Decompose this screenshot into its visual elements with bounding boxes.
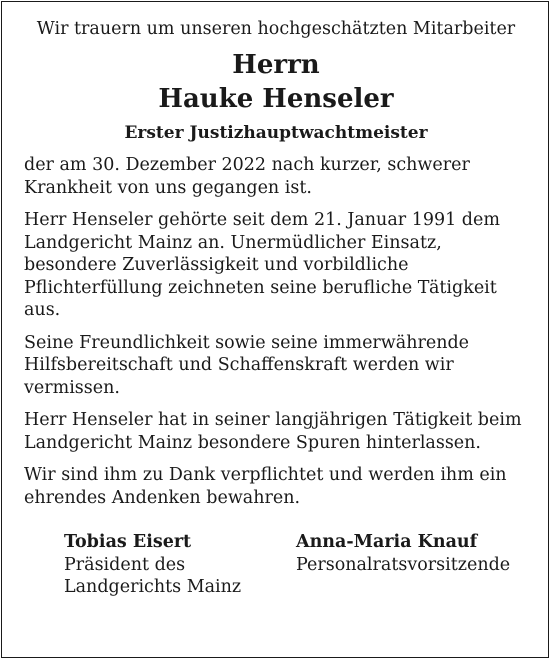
paragraph-5 (24, 464, 528, 509)
signatory-name: Anna-Maria Knauf (296, 532, 478, 552)
intro-line: Wir trauern um unseren hochgeschätzten Mitarbeiter (36, 19, 516, 39)
signatory-president (64, 531, 296, 599)
paragraph-1 (24, 154, 528, 199)
signatory-name: Tobias Eisert (64, 532, 192, 552)
paragraph-2 (24, 209, 528, 322)
paragraph-line: Landgericht Mainz besondere Spuren hinterlassen. (24, 432, 481, 453)
paragraph-3 (24, 332, 528, 400)
paragraph-line: Landgericht Mainz an. Unermüdlicher Einsatz, (24, 232, 442, 253)
signatory-role-line: Präsident des (64, 554, 186, 575)
paragraph-line: Herr Henseler gehörte seit dem 21. Januar 1991 dem (24, 210, 500, 230)
paragraph-line: Krankheit von uns gegangen ist. (24, 177, 312, 198)
paragraph-line: vermissen. (24, 377, 120, 398)
signatory-role-line: Personalratsvorsitzende (296, 554, 511, 575)
deceased-rank: Erster Justizhauptwachtmeister (124, 123, 428, 143)
signatory-role-line: Landgerichts Mainz (64, 577, 242, 597)
paragraph-line: Wir sind ihm zu Dank verpflichtet und werden ihm ein (24, 465, 507, 485)
obituary-notice (1, 1, 549, 658)
paragraph-4 (24, 409, 528, 454)
paragraph-line: besondere Zuverlässigkeit und vorbildliche (24, 255, 409, 275)
signatory-staff-council (296, 531, 528, 599)
salutation: Herrn (232, 50, 320, 80)
paragraph-line: Pflichterfüllung zeichneten seine berufliche Tätigkeit aus. (24, 277, 497, 320)
paragraph-line: der am 30. Dezember 2022 nach kurzer, schwerer (24, 155, 470, 175)
deceased-name: Hauke Henseler (158, 84, 394, 114)
paragraph-line: Seine Freundlichkeit sowie seine immerwährende (24, 332, 470, 353)
signatories (24, 531, 528, 599)
deceased-name-block (24, 48, 528, 116)
paragraph-line: Hilfsbereitschaft und Schaffenskraft werden wir (24, 355, 454, 375)
paragraph-line: ehrendes Andenken bewahren. (24, 487, 301, 508)
paragraph-line: Herr Henseler hat in seiner langjährigen Tätigkeit beim (24, 410, 522, 430)
